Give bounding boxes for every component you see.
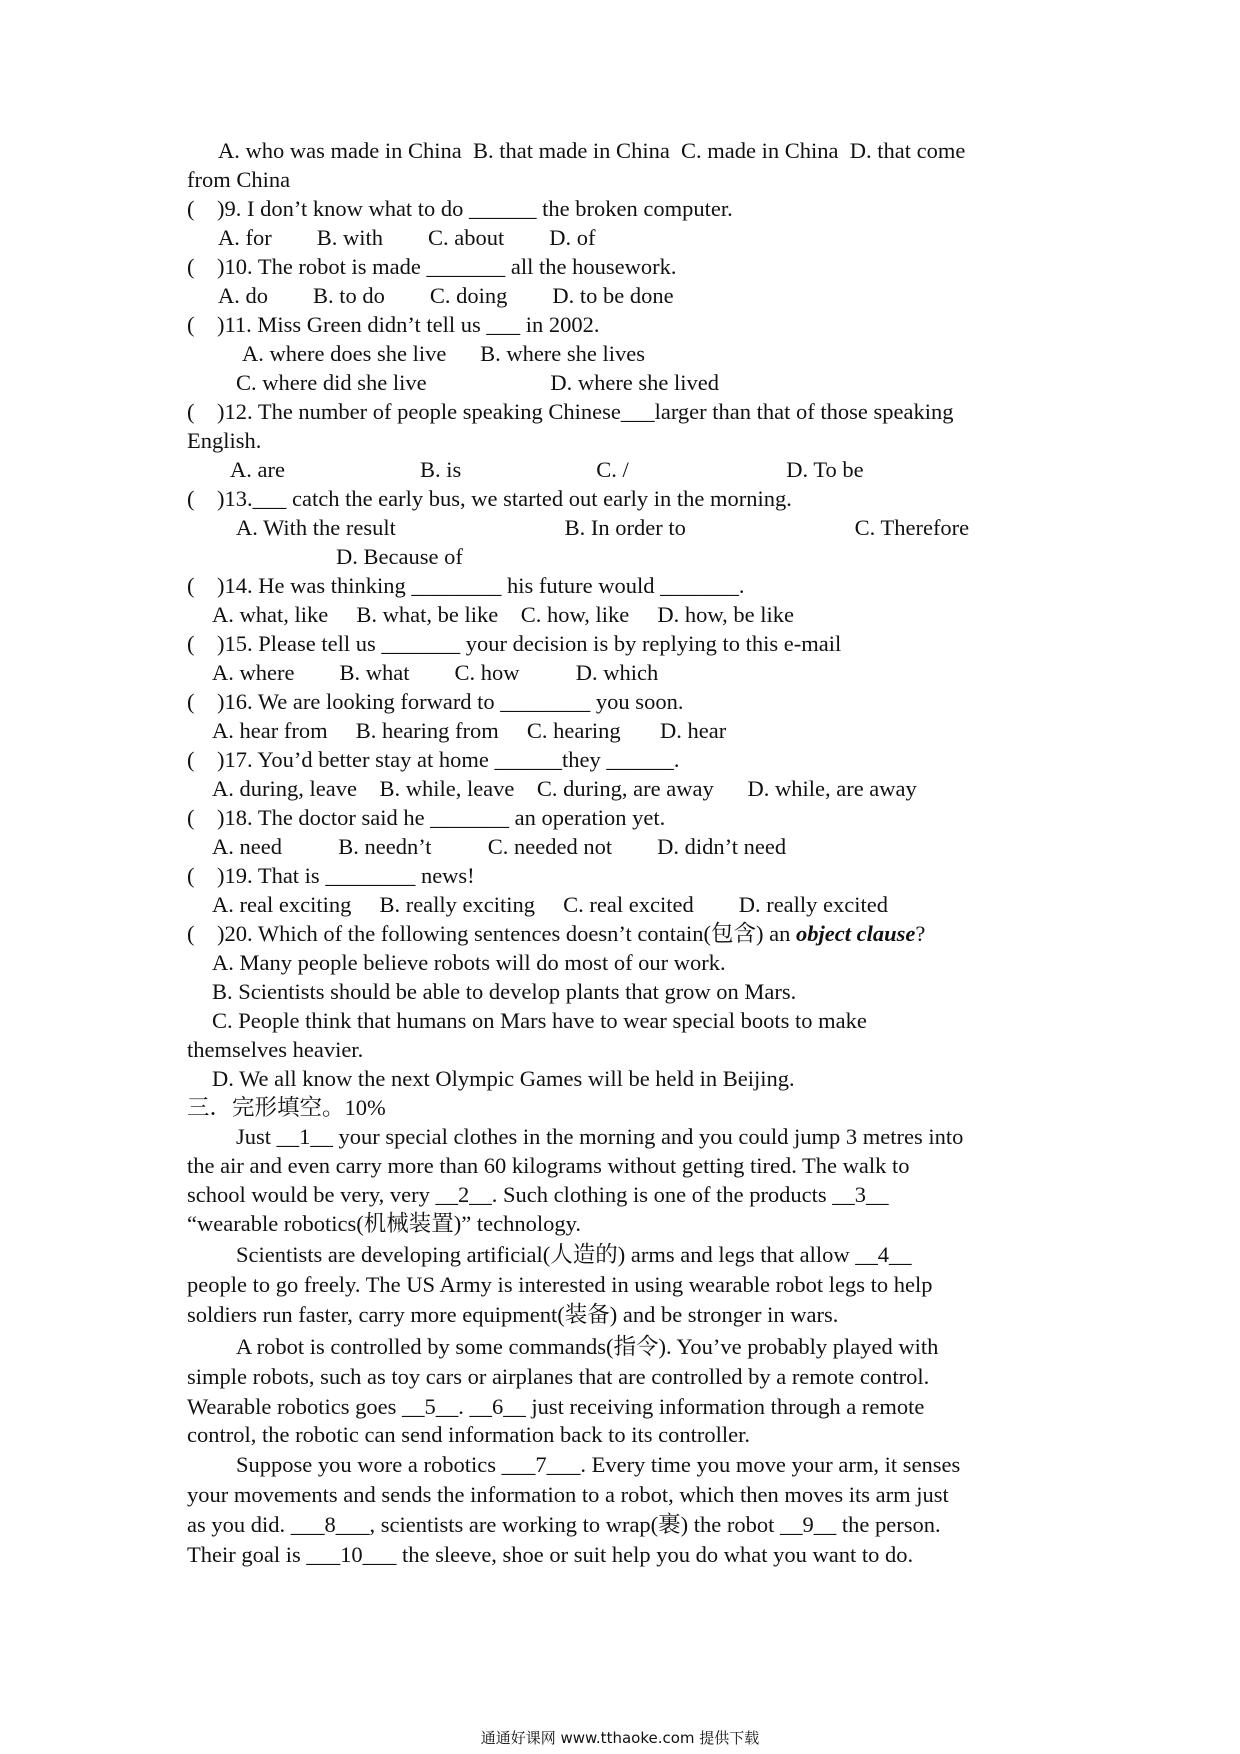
page-footer: 通通好课网 www.tthaoke.com 提供下载 [480,1729,760,1747]
q20-option-d: D. We all know the next Olympic Games will be held in Beijing. [212,1066,795,1091]
question-19: ( )19. That is ________ news! [187,863,475,888]
q15-options: A. where B. what C. how D. which [212,660,659,685]
passage-line: Their goal is ___10___ the sleeve, shoe or suit help you do what you want to do. [187,1542,914,1567]
question-13: ( )13.___ catch the early bus, we started out early in the morning. [187,486,792,511]
q20-option-c: C. People think that humans on Mars have to wear special boots to make [212,1008,867,1033]
q11-options-cd: C. where did she live D. where she lived [236,370,720,395]
passage-line: Wearable robotics goes __5__. __6__ just receiving information through a remote [187,1394,925,1419]
question-20 [187,919,925,948]
question-16: ( )16. We are looking forward to ________ you soon. [187,689,684,714]
q8-options-cont: from China [187,167,291,192]
q12-options: A. are B. is C. / D. To be [230,457,864,482]
question-15: ( )15. Please tell us _______ your decision is by replying to this e-mail [187,631,842,656]
passage-line: Suppose you wore a robotics ___7___. Every time you move your arm, it senses [236,1452,961,1477]
section-heading-cloze: 三．完形填空。10% [187,1095,386,1120]
passage-line: control, the robotic can send information back to its controller. [187,1422,750,1447]
passage-line: Scientists are developing artificial(人造的) arms and legs that allow __4__ [236,1242,912,1267]
q13-options-abc: A. With the result B. In order to C. Therefore [236,515,970,540]
q9-options: A. for B. with C. about D. of [218,225,596,250]
passage-line: the air and even carry more than 60 kilograms without getting tired. The walk to [187,1153,910,1178]
passage-line: people to go freely. The US Army is interested in using wearable robot legs to help [187,1272,933,1297]
question-20-mark: ? [915,921,926,946]
passage-line: your movements and sends the information to a robot, which then moves its arm just [187,1482,949,1507]
q10-options: A. do B. to do C. doing D. to be done [218,283,674,308]
q8-options: A. who was made in China B. that made in China C. made in China D. that come [218,138,966,163]
passage-line: school would be very, very __2__. Such clothing is one of the products __3__ [187,1182,889,1207]
passage-line: simple robots, such as toy cars or airplanes that are controlled by a remote control. [187,1364,930,1389]
question-18: ( )18. The doctor said he _______ an operation yet. [187,805,666,830]
q20-option-a: A. Many people believe robots will do most of our work. [212,950,726,975]
question-9: ( )9. I don’t know what to do ______ the broken computer. [187,196,733,221]
question-12-cont: English. [187,428,262,453]
question-14: ( )14. He was thinking ________ his future would _______. [187,573,745,598]
passage-line: as you did. ___8___, scientists are working to wrap(裹) the robot __9__ the person. [187,1512,941,1537]
q20-option-c-cont: themselves heavier. [187,1037,364,1062]
q18-options: A. need B. needn’t C. needed not D. didn’t need [212,834,787,859]
question-11: ( )11. Miss Green didn’t tell us ___ in 2002. [187,312,600,337]
object-clause-emphasis: object clause [796,921,916,946]
question-10: ( )10. The robot is made _______ all the housework. [187,254,677,279]
q20-option-b: B. Scientists should be able to develop plants that grow on Mars. [212,979,797,1004]
q14-options: A. what, like B. what, be like C. how, like D. how, be like [212,602,794,627]
passage-line: soldiers run faster, carry more equipment(装备) and be stronger in wars. [187,1302,839,1327]
q11-options-ab: A. where does she live B. where she lives [242,341,646,366]
q16-options: A. hear from B. hearing from C. hearing D. hear [212,718,727,743]
q17-options: A. during, leave B. while, leave C. during, are away D. while, are away [212,776,917,801]
q13-option-d: D. Because of [336,544,463,569]
question-20-text: ( )20. Which of the following sentences doesn’t contain(包含) an [187,921,797,946]
question-12: ( )12. The number of people speaking Chinese___larger than that of those speaking [187,399,954,424]
question-17: ( )17. You’d better stay at home ______they ______. [187,747,680,772]
q19-options: A. real exciting B. really exciting C. real excited D. really excited [212,892,889,917]
passage-line: Just __1__ your special clothes in the morning and you could jump 3 metres into [236,1124,964,1149]
passage-line: “wearable robotics(机械装置)” technology. [187,1211,582,1236]
passage-line: A robot is controlled by some commands(指令). You’ve probably played with [236,1334,939,1359]
